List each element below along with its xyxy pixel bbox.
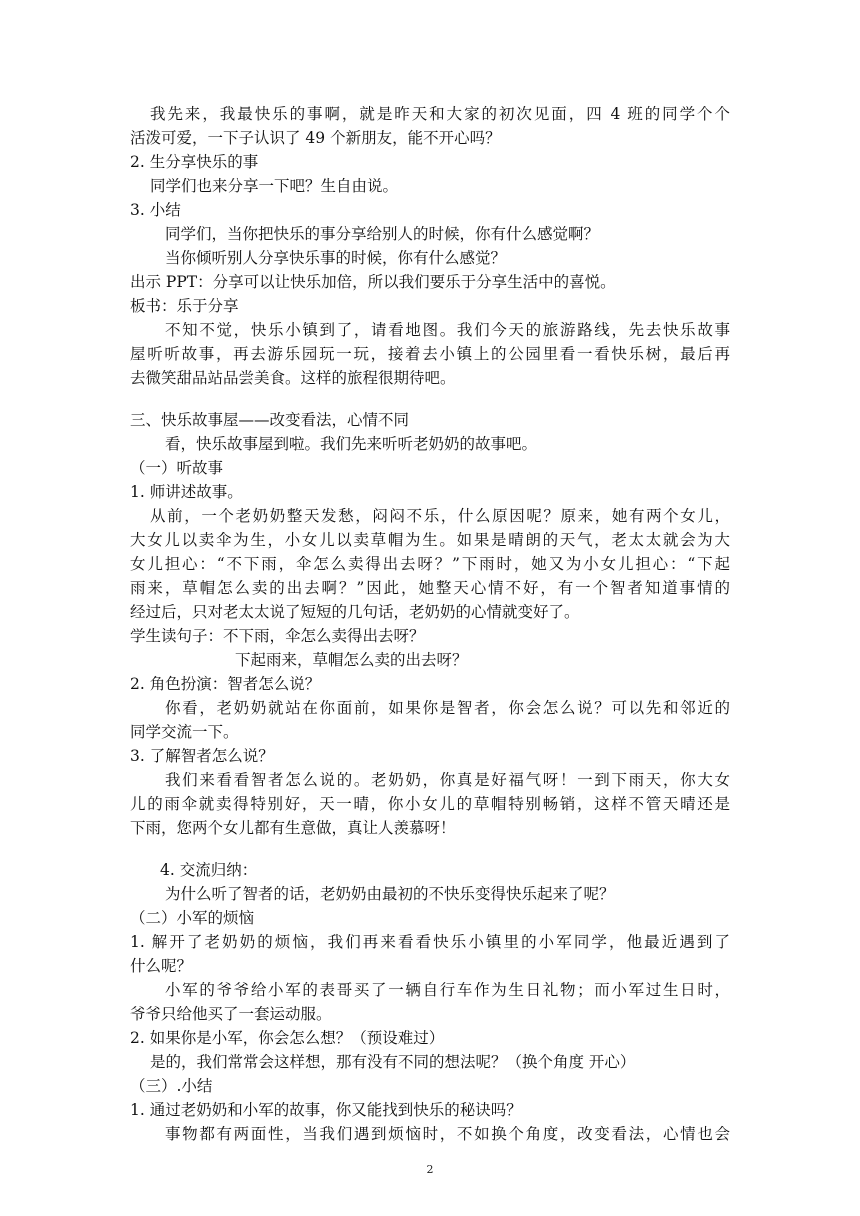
list-heading: 2. 生分享快乐的事 <box>130 153 259 171</box>
text-line: 板书：乐于分享 <box>130 297 239 315</box>
section-heading: 三、快乐故事屋——改变看法，心情不同 <box>130 411 410 429</box>
text-line: 屋听听故事，再去游乐园玩一玩，接着去小镇上的公园里看一看快乐树，最后再 <box>130 345 730 363</box>
text-line: 下起雨来，草帽怎么卖的出去呀？ <box>235 651 468 669</box>
sub-heading: （三）.小结 <box>130 1077 213 1095</box>
text-line: 同学交流一下。 <box>130 723 239 741</box>
list-heading: 2. 如果你是小军，你会怎么想？（预设难过） <box>130 1029 445 1047</box>
page-number: 2 <box>426 1163 434 1176</box>
text-line: 儿的雨伞就卖得特别好，天一晴，你小女儿的草帽特别畅销，这样不管天晴还是 <box>130 795 730 813</box>
list-heading: 1. 师讲述故事。 <box>130 483 243 501</box>
text-line: 去微笑甜品站品尝美食。这样的旅程很期待吧。 <box>130 369 456 387</box>
text-line: 学生读句子：不下雨，伞怎么卖得出去呀？ <box>130 627 425 645</box>
text-line: 爷爷只给他买了一套运动服。 <box>130 1005 332 1023</box>
list-heading: 3. 了解智者怎么说？ <box>130 747 274 765</box>
text-line: 我先来，我最快乐的事啊，就是昨天和大家的初次见面，四 4 班的同学个个 <box>150 105 730 123</box>
text-line: 1. 解开了老奶奶的烦恼，我们再来看看快乐小镇里的小军同学，他最近遇到了 <box>130 933 730 951</box>
text-line: 你看，老奶奶就站在你面前，如果你是智者，你会怎么说？可以先和邻近的 <box>165 699 730 717</box>
text-line: 女儿担心：“不下雨，伞怎么卖得出去呀？”下雨时，她又为小女儿担心：“下起 <box>130 555 730 573</box>
text-line: 什么呢？ <box>130 957 193 975</box>
text-line: 同学们，当你把快乐的事分享给别人的时候，你有什么感觉啊？ <box>165 225 600 243</box>
text-line: 当你倾听别人分享快乐事的时候，你有什么感觉？ <box>165 249 507 267</box>
list-heading: 1. 通过老奶奶和小军的故事，你又能找到快乐的秘诀吗？ <box>130 1101 522 1119</box>
sub-heading: （二）小军的烦恼 <box>130 909 255 927</box>
text-line: 大女儿以卖伞为生，小女儿以卖草帽为生。如果是晴朗的天气，老太太就会为大 <box>130 531 730 549</box>
list-heading: 3. 小结 <box>130 201 181 219</box>
sub-heading: （一）听故事 <box>130 459 224 477</box>
text-line: 是的，我们常常会这样想，那有没有不同的想法呢？（换个角度 开心） <box>150 1053 636 1071</box>
text-line: 从前，一个老奶奶整天发愁，闷闷不乐，什么原因呢？原来，她有两个女儿， <box>150 507 730 525</box>
text-line: 为什么听了智者的话，老奶奶由最初的不快乐变得快乐起来了呢？ <box>165 885 615 903</box>
text-line: 出示 PPT：分享可以让快乐加倍，所以我们要乐于分享生活中的喜悦。 <box>130 273 616 291</box>
list-heading: 2. 角色扮演：智者怎么说？ <box>130 675 321 693</box>
text-line: 雨来，草帽怎么卖的出去啊？”因此，她整天心情不好，有一个智者知道事情的 <box>130 579 730 597</box>
text-line: 下雨，您两个女儿都有生意做，真让人羡慕呀！ <box>130 819 456 837</box>
text-line: 不知不觉，快乐小镇到了，请看地图。我们今天的旅游路线，先去快乐故事 <box>165 321 730 339</box>
list-heading: 4. 交流归纳： <box>160 861 258 879</box>
text-line: 活泼可爱，一下子认识了 49 个新朋友，能不开心吗？ <box>130 129 501 147</box>
text-line: 看，快乐故事屋到啦。我们先来听听老奶奶的故事吧。 <box>165 435 538 453</box>
text-line: 同学们也来分享一下吧？生自由说。 <box>150 177 399 195</box>
text-line: 事物都有两面性，当我们遇到烦恼时，不如换个角度，改变看法，心情也会 <box>165 1125 730 1143</box>
text-line: 我们来看看智者怎么说的。老奶奶，你真是好福气呀！一到下雨天，你大女 <box>165 771 730 789</box>
text-line: 经过后，只对老太太说了短短的几句话，老奶奶的心情就变好了。 <box>130 603 580 621</box>
text-line: 小军的爷爷给小军的表哥买了一辆自行车作为生日礼物；而小军过生日时， <box>165 981 730 999</box>
